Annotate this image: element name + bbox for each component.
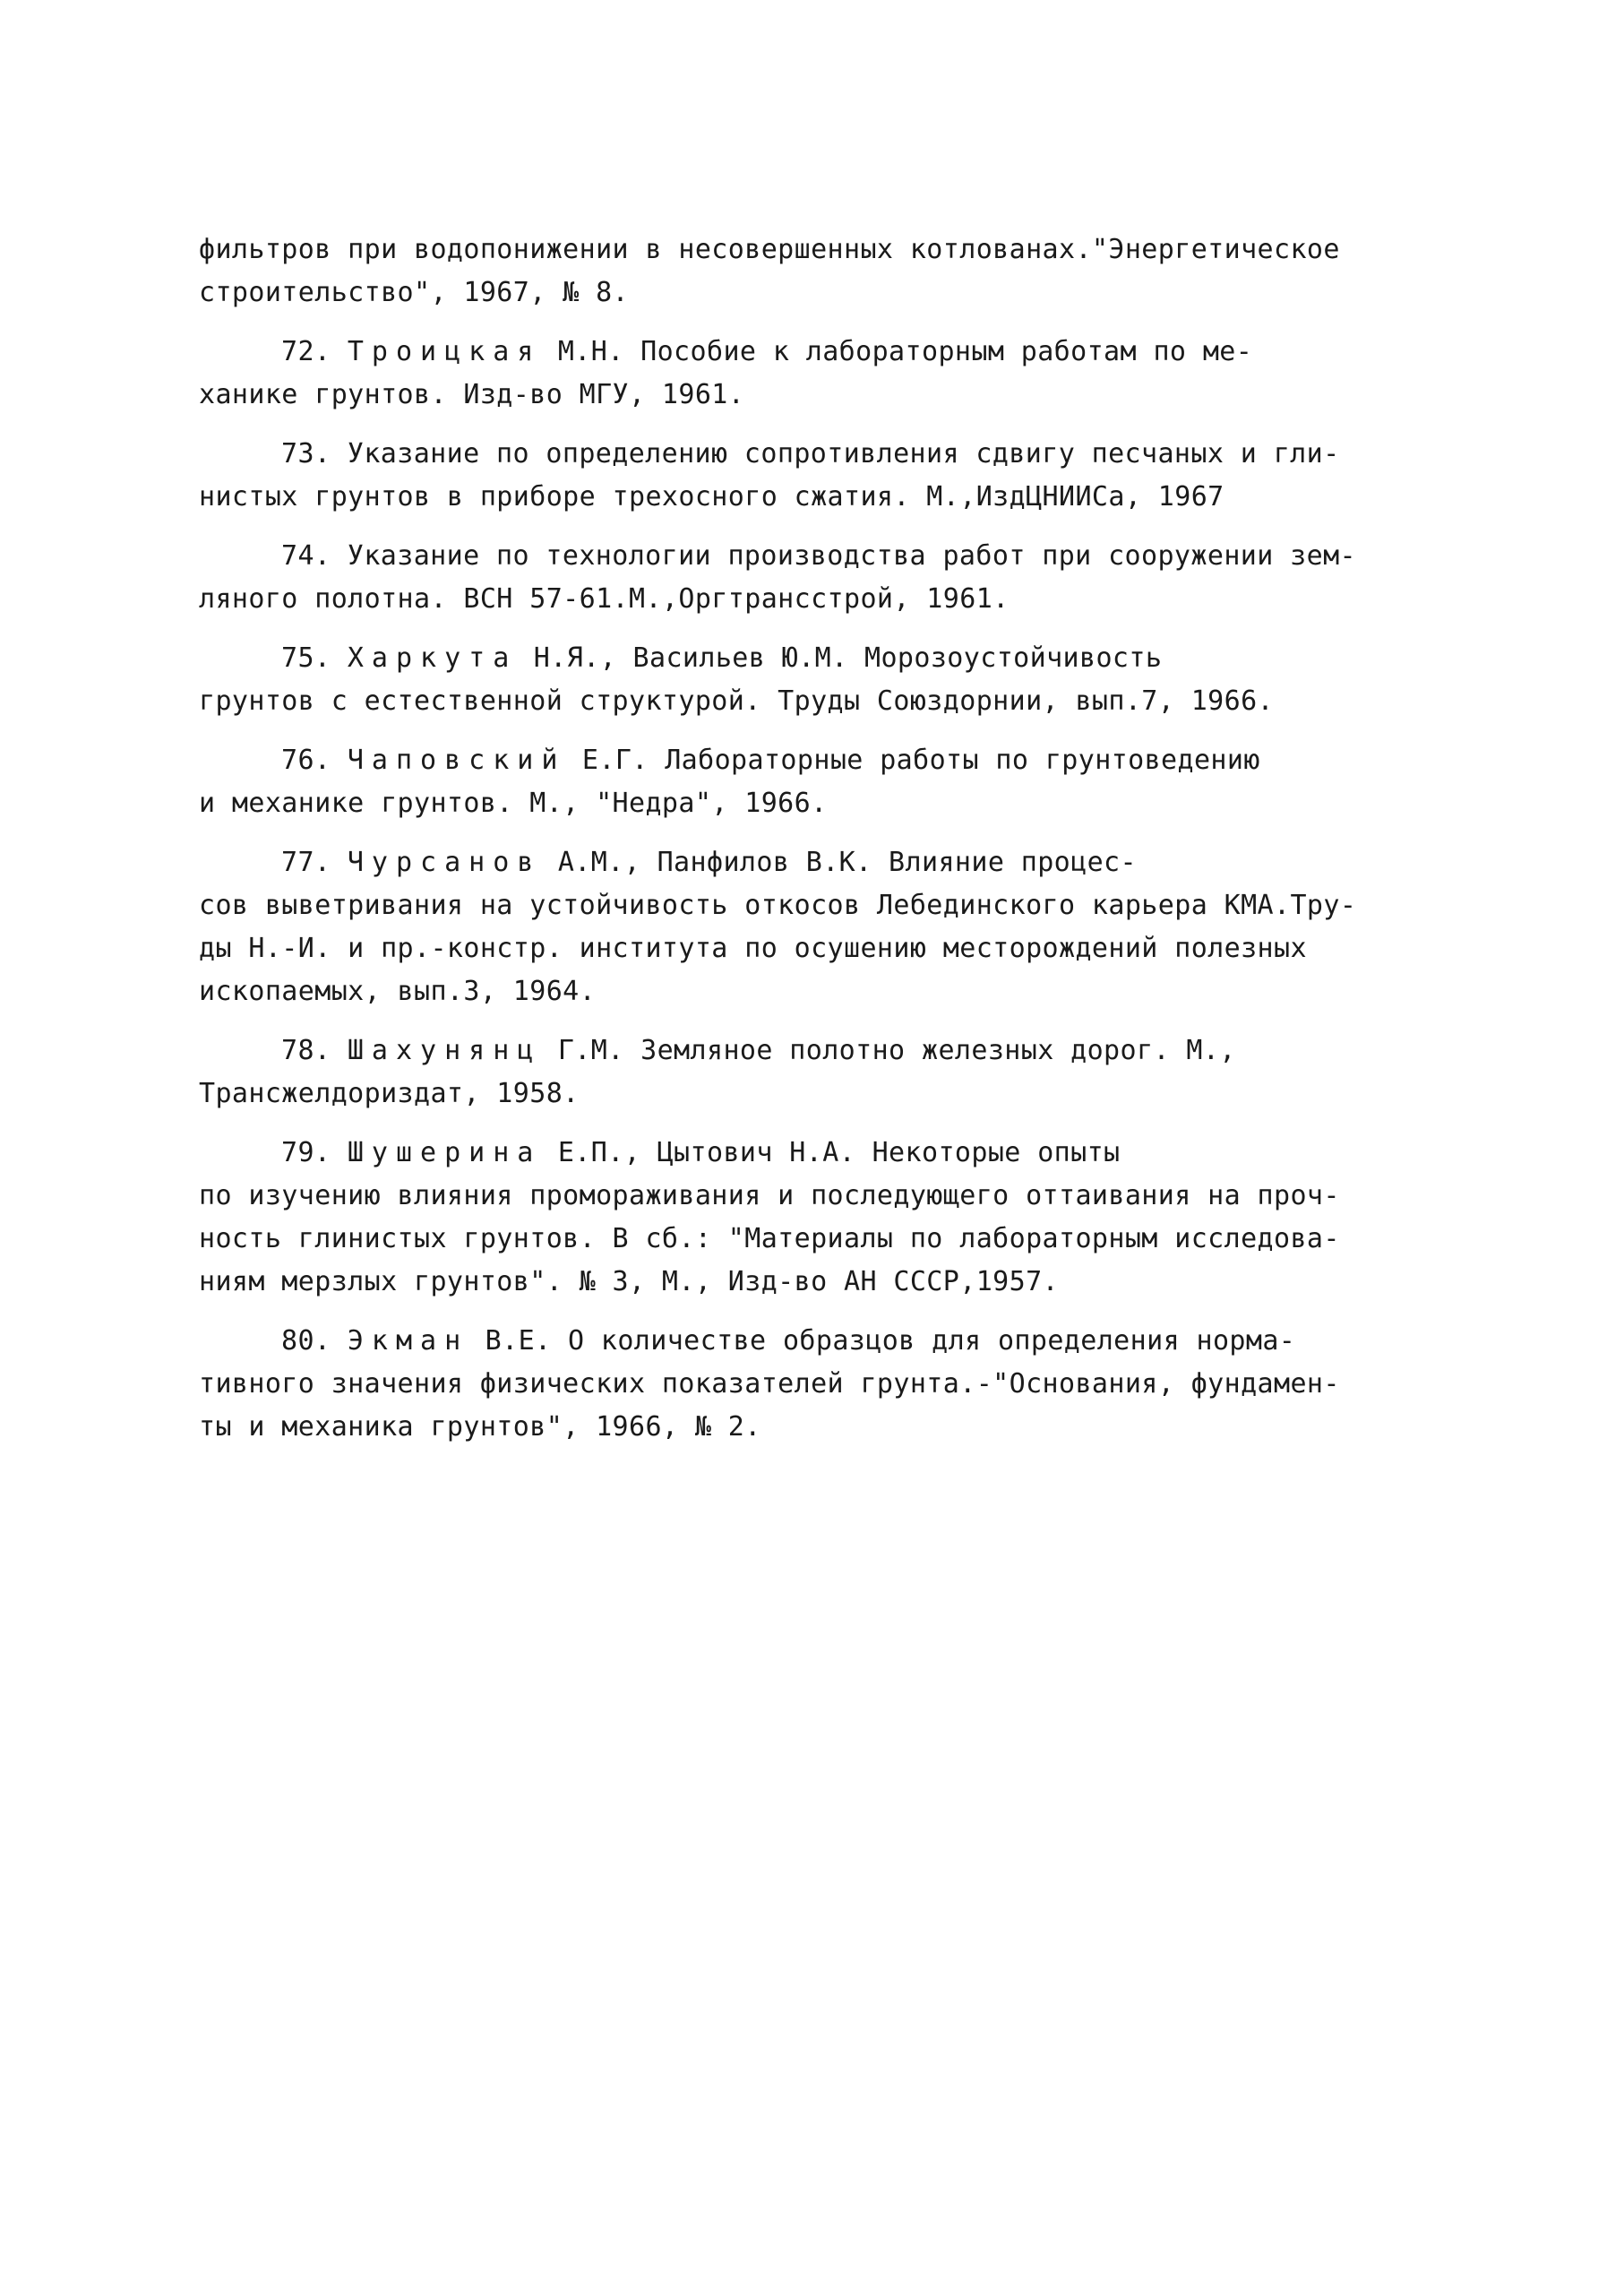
entry-text: Указание по технологии производства работ при сооружении зем- (347, 540, 1357, 572)
text-line: и механике грунтов. М., "Недра", 1966. (199, 788, 828, 819)
entry-first-line (199, 433, 1363, 476)
entry-text: А.М., Панфилов В.К. Влияние процес- (557, 847, 1137, 878)
bibliography-entry-77 (199, 841, 1363, 1013)
entry-author-spaced: Троицкая (347, 336, 542, 367)
bibliography-entry-76 (199, 739, 1363, 825)
bibliography-entry-continuation (199, 228, 1363, 314)
bibliography-entry-74 (199, 535, 1363, 621)
text-line: ды Н.-И. и пр.-констр. института по осушению месторождений полезных (199, 933, 1307, 964)
entry-text: В.Е. О количестве образцов для определения норма- (485, 1325, 1296, 1357)
entry-first-line (199, 535, 1363, 578)
bibliography-entry-79 (199, 1132, 1363, 1304)
entry-number: 73. (281, 438, 331, 470)
entry-text: Н.Я., Васильев Ю.М. Морозоустойчивость (533, 642, 1163, 674)
text-line: нистых грунтов в приборе трехосного сжатия. М.,ИздЦНИИСа, 1967 (199, 481, 1224, 513)
bibliography-entry-73 (199, 433, 1363, 519)
bibliography-entry-72 (199, 331, 1363, 417)
entry-author-spaced: Экман (347, 1325, 469, 1357)
entry-number: 79. (281, 1137, 331, 1168)
text-line: тивного значения физических показателей грунта.-"Основания, фундамен- (199, 1368, 1340, 1400)
entry-number: 72. (281, 336, 331, 367)
entry-number: 80. (281, 1325, 331, 1357)
entry-author-spaced: Чурсанов (347, 847, 542, 878)
entry-first-line (199, 331, 1363, 374)
entry-number: 77. (281, 847, 331, 878)
entry-author-spaced: Шахунянц (347, 1035, 542, 1066)
entry-author-spaced: Чаповский (347, 745, 566, 776)
text-line: ниям мерзлых грунтов". № 3, М., Изд-во АН СССР,1957. (199, 1266, 1059, 1297)
text-line: ляного полотна. ВСН 57-61.М.,Оргтрансстрой, 1961. (199, 583, 1010, 615)
entry-number: 75. (281, 642, 331, 674)
text-line: Трансжелдориздат, 1958. (199, 1078, 580, 1109)
text-line: ты и механика грунтов", 1966, № 2. (199, 1411, 761, 1443)
bibliography-entry-75 (199, 637, 1363, 723)
entry-text: Указание по определению сопротивления сдвигу песчаных и гли- (347, 438, 1340, 470)
entry-first-line (199, 739, 1363, 782)
entry-first-line (199, 1030, 1363, 1073)
text-line: ханике грунтов. Изд-во МГУ, 1961. (199, 379, 745, 410)
entry-number: 78. (281, 1035, 331, 1066)
text-line: ископаемых, вып.3, 1964. (199, 976, 597, 1007)
text-line: фильтров при водопонижении в несовершенных котлованах."Энергетическое (199, 234, 1340, 265)
text-line: ность глинистых грунтов. В сб.: "Материалы по лабораторным исследова- (199, 1223, 1340, 1254)
entry-text: Е.Г. Лабораторные работы по грунтоведению (581, 745, 1260, 776)
entry-text: Г.М. Земляное полотно железных дорог. М., (557, 1035, 1236, 1066)
entry-number: 74. (281, 540, 331, 572)
bibliography-list (199, 228, 1363, 1465)
entry-author-spaced: Харкута (347, 642, 518, 674)
entry-text: Е.П., Цытович Н.А. Некоторые опыты (557, 1137, 1121, 1168)
entry-first-line (199, 637, 1363, 680)
entry-number: 76. (281, 745, 331, 776)
bibliography-entry-80 (199, 1320, 1363, 1449)
text-line: сов выветривания на устойчивость откосов Лебединского карьера КМА.Тру- (199, 890, 1357, 921)
text-line: по изучению влияния промораживания и последующего оттаивания на проч- (199, 1180, 1340, 1211)
text-line: строительство", 1967, № 8. (199, 277, 629, 308)
text-line: грунтов с естественной структурой. Труды Союздорнии, вып.7, 1966. (199, 685, 1274, 717)
entry-first-line (199, 1320, 1363, 1363)
entry-first-line (199, 841, 1363, 884)
entry-first-line (199, 1132, 1363, 1175)
entry-text: М.Н. Пособие к лабораторным работам по ме- (557, 336, 1253, 367)
entry-author-spaced: Шушерина (347, 1137, 542, 1168)
bibliography-entry-78 (199, 1030, 1363, 1116)
